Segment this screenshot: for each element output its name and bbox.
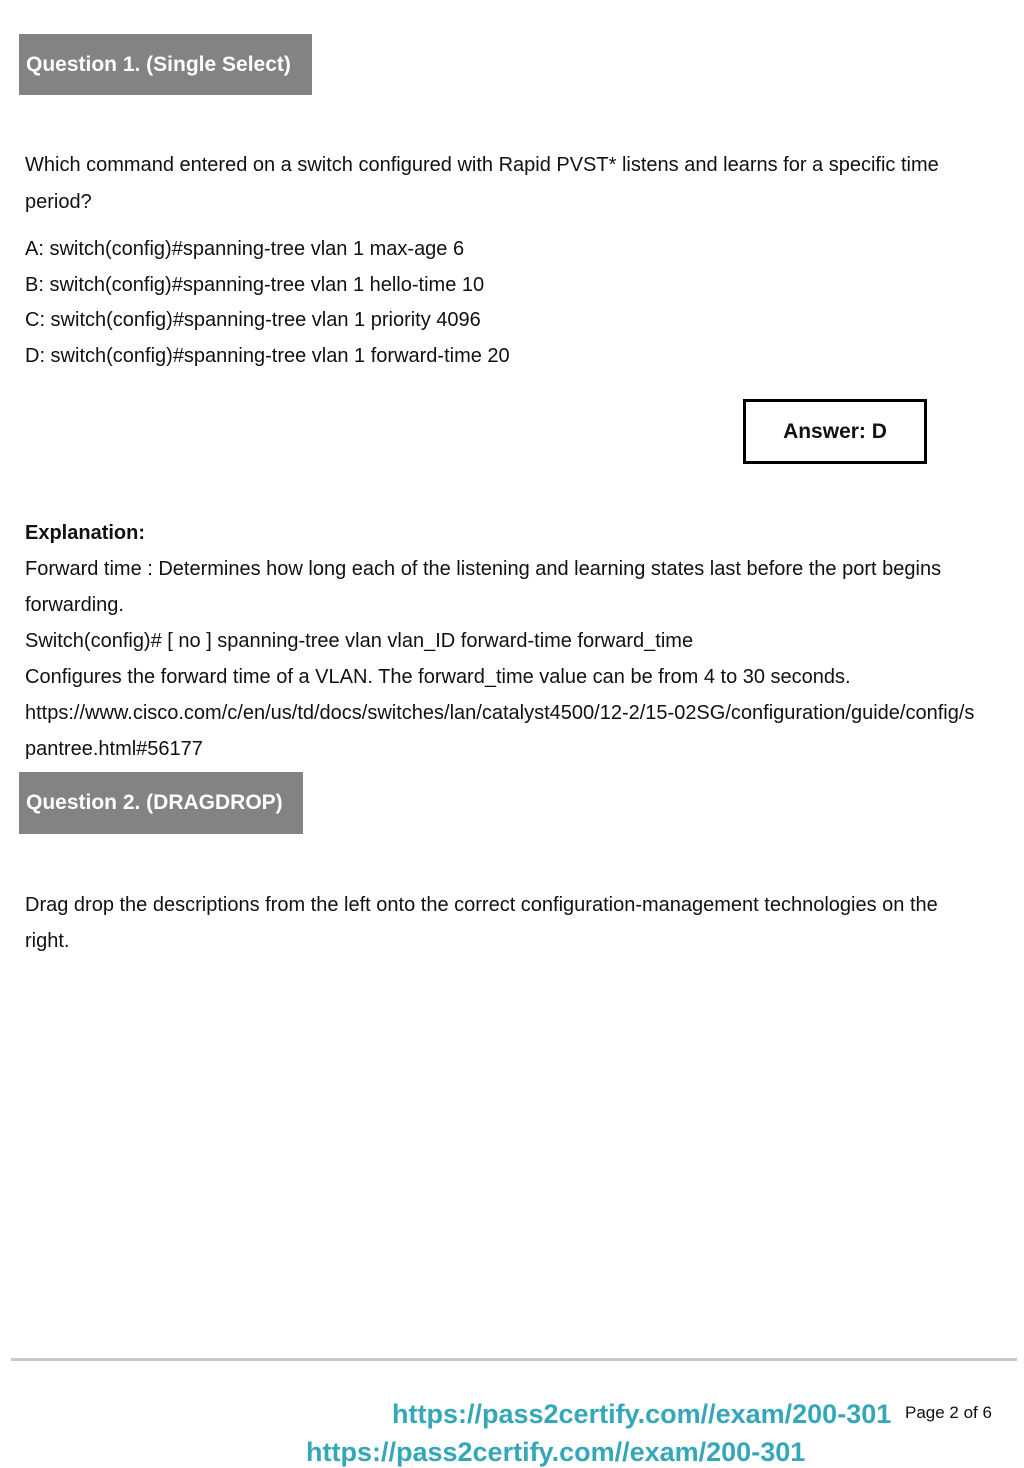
question-1-text: Which command entered on a switch configured with Rapid PVST* listens and learns for a specific time period? (25, 154, 939, 213)
option-a: A: switch(config)#spanning-tree vlan 1 max-age 6 (25, 238, 465, 260)
question-2-header (19, 772, 303, 834)
answer-options (25, 232, 983, 374)
answer-label: Answer: D (783, 419, 887, 443)
explanation-label: Explanation: (25, 522, 146, 544)
page-number: Page 2 of 6 (905, 1403, 992, 1422)
explanation-line: Configures the forward time of a VLAN. The forward_time value can be from 4 to 30 seconds. (25, 666, 851, 688)
question-1-header-label: Question 1. (Single Select) (26, 52, 291, 76)
answer-box (743, 399, 927, 464)
footer-divider (11, 1358, 1017, 1361)
option-b: B: switch(config)#spanning-tree vlan 1 hello-time 10 (25, 273, 485, 296)
question-2-header-label: Question 2. (DRAGDROP) (26, 791, 283, 814)
option-c: C: switch(config)#spanning-tree vlan 1 priority 4096 (25, 309, 481, 332)
cisco-reference-link[interactable]: https://www.cisco.com/c/en/us/td/docs/switches/lan/catalyst4500/12-2/15-02SG/configuration/guide/config/spantree.html#56177 (25, 702, 975, 760)
explanation-line: Switch(config)# [ no ] spanning-tree vlan vlan_ID forward-time forward_time (25, 630, 694, 652)
explanation-section (25, 515, 983, 767)
question-1-header (19, 34, 312, 95)
explanation-line: Forward time : Determines how long each of the listening and learning states last before the port begins forwarding. (25, 558, 942, 616)
footer-exam-link[interactable]: https://pass2certify.com//exam/200-301 (392, 1399, 892, 1429)
option-d: D: switch(config)#spanning-tree vlan 1 forward-time 20 (25, 344, 510, 367)
question-2-text: Drag drop the descriptions from the left onto the correct configuration-management technologies on the right. (25, 894, 938, 952)
footer-exam-link-cutoff[interactable]: https://pass2certify.com//exam/200-301 (306, 1437, 806, 1467)
